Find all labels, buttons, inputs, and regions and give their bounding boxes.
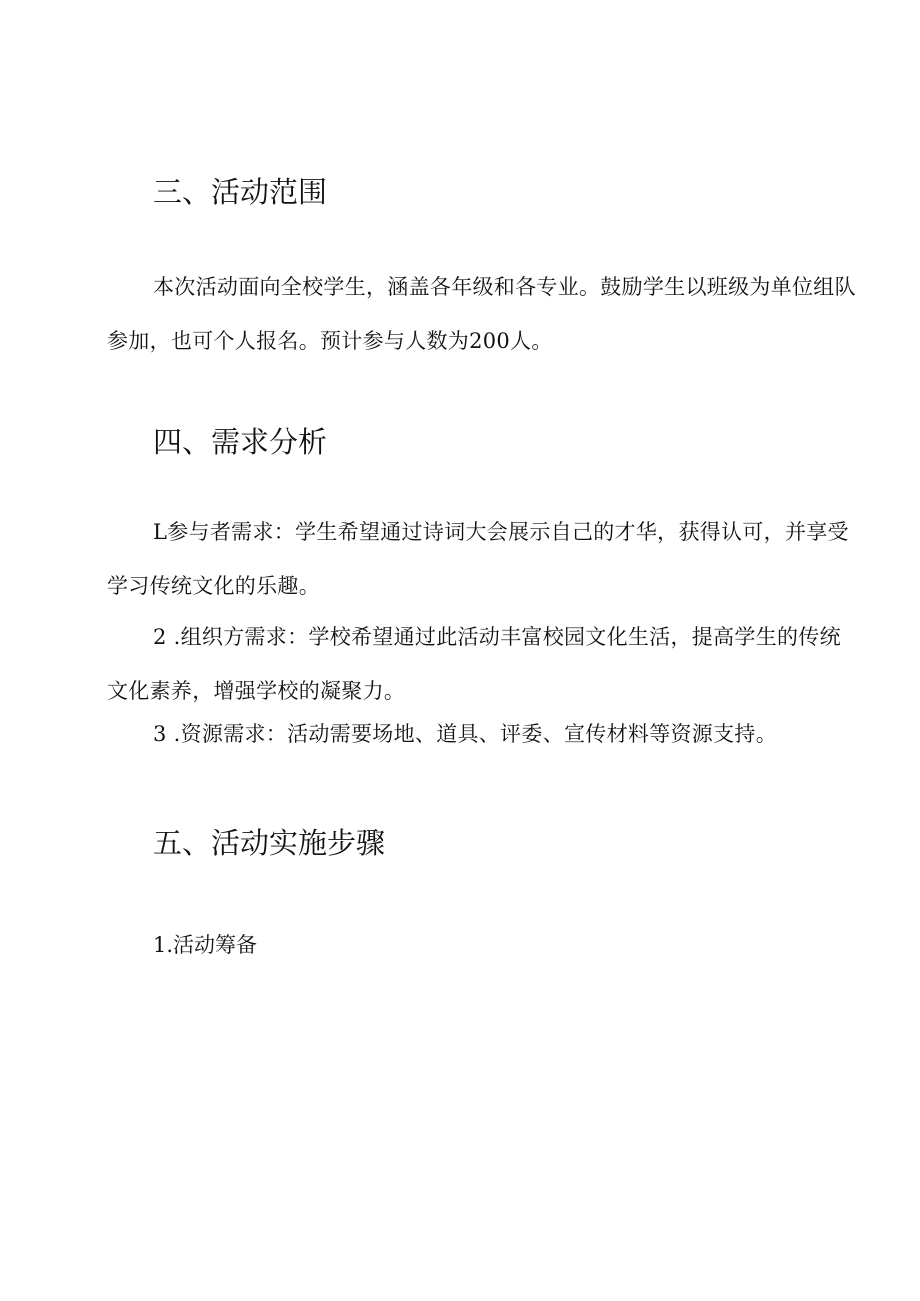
needs-item-resources xyxy=(107,707,819,761)
implementation-step-item: 1.活动筹备 xyxy=(153,933,258,957)
section-heading-needs-analysis: 四、需求分析 xyxy=(153,425,328,459)
paragraph-line: 本次活动面向全校学生，涵盖各年级和各专业。鼓励学生以班级为单位组队 xyxy=(153,275,856,299)
section-heading-implementation-steps: 五、活动实施步骤 xyxy=(153,826,386,860)
paragraph-line: 参加，也可个人报名。预计参与人数为200人。 xyxy=(107,329,553,353)
list-item-line: 学习传统文化的乐趣。 xyxy=(107,574,320,598)
list-item-line: 2 .组织方需求：学校希望通过此活动丰富校园文化生活，提高学生的传统 xyxy=(153,625,841,649)
list-item-line: 3 .资源需求：活动需要场地、道具、评委、宣传材料等资源支持。 xyxy=(153,722,778,746)
list-item-line: 文化素养，增强学校的凝聚力。 xyxy=(107,679,406,703)
needs-item-organizer xyxy=(107,610,841,718)
list-item-line: L参与者需求：学生希望通过诗词大会展示自己的才华，获得认可，并享受 xyxy=(153,520,849,544)
section-heading-scope: 三、活动范围 xyxy=(153,175,328,209)
scope-paragraph xyxy=(107,260,856,368)
needs-item-participants xyxy=(107,505,849,613)
